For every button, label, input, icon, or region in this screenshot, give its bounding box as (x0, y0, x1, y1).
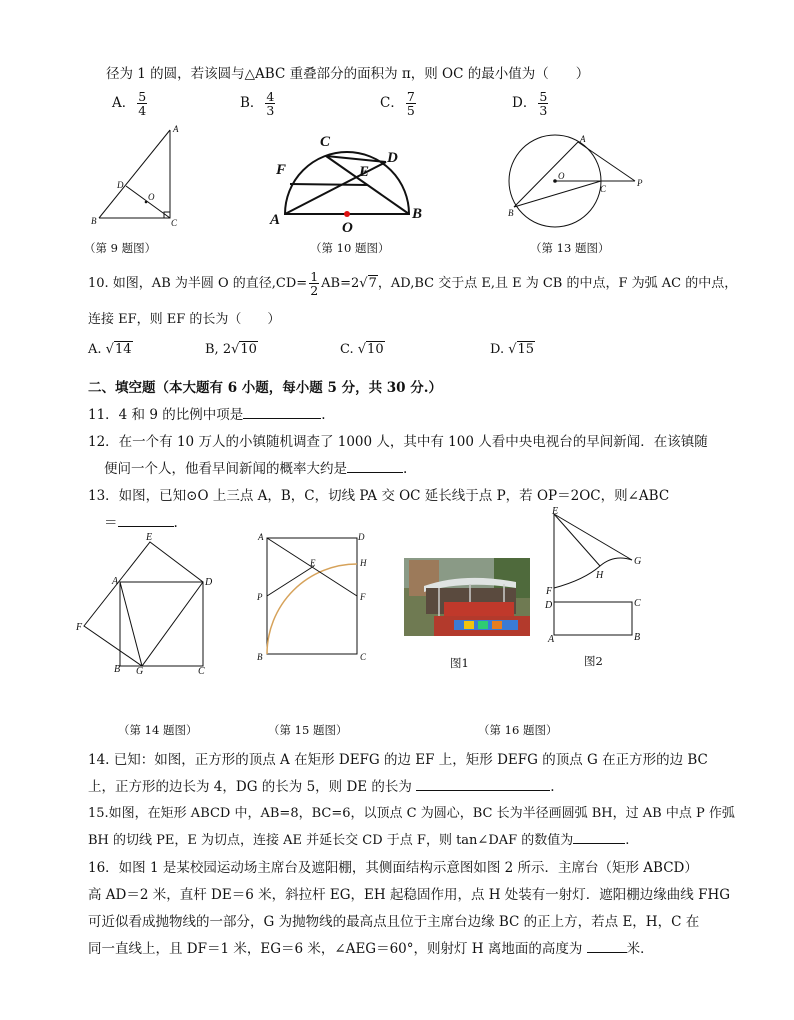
q13-answer-blank[interactable] (118, 526, 174, 527)
figure-13 (500, 128, 660, 228)
fig9-label-o: O (148, 192, 155, 202)
fig10-label-b: B (412, 206, 423, 222)
fig16-photo-caption: 图1 (450, 656, 469, 670)
fig15-label-h: H (360, 558, 367, 568)
fig13-label-c: C (600, 184, 607, 194)
sqrt-sign-icon: √ (231, 342, 240, 357)
fig10-label-e: E (359, 164, 370, 180)
q9-option-a[interactable]: A． $\frac{5}{4}$ (112, 89, 147, 119)
fig9-caption: （第 9 题图） (84, 241, 157, 255)
q10-fraction: $\frac{1}{2}$ (310, 269, 319, 299)
q12-line2: 便问一个人，他看早间新闻的概率大约是 . (104, 461, 408, 477)
fig16-caption: （第 16 题图） (478, 723, 558, 737)
q15-answer-blank[interactable] (573, 843, 625, 844)
fig14-label-c: C (198, 666, 205, 677)
fig15-label-e: E (310, 558, 316, 568)
fig9-label-c: C (171, 218, 178, 228)
figure-16-diagram (540, 502, 650, 647)
fig15-caption: （第 15 题图） (268, 723, 348, 737)
figure-15 (250, 530, 380, 665)
q12-answer-blank[interactable] (347, 472, 403, 473)
fig13-label-b: B (508, 208, 514, 218)
fig16-label-d: D (545, 600, 553, 611)
fig16-label-c: C (634, 598, 641, 609)
fig15-label-f: F (360, 592, 366, 602)
q16-line4: 同一直线上，且 DF＝1 米，EG＝6 米，∠AEG＝60°，则射灯 H 离地面的高度为 米． (88, 941, 654, 957)
fig16-label-g: G (634, 556, 642, 567)
fig14-label-a: A (112, 576, 119, 587)
fig10-label-c: C (320, 134, 331, 150)
figure-14 (74, 530, 234, 680)
q16-answer-blank[interactable] (587, 952, 627, 953)
q16-line1: 16．如图 1 是某校园运动场主席台及遮阳棚，其侧面结构示意图如图 2 所示．主席台（矩形 ABCD） (88, 860, 698, 876)
fig15-label-a: A (258, 532, 264, 542)
fig14-label-b: B (114, 664, 121, 675)
fig16-label-h: H (596, 570, 604, 581)
fig9-label-d: D (117, 180, 124, 190)
q15-line2: BH 的切线 PE，E 为切点，连接 AE 并延长交 CD 于点 F，则 tan∠DAF 的数值为 . (88, 833, 630, 848)
q9-option-d[interactable]: D． $\frac{5}{3}$ (512, 89, 548, 119)
q10-option-d[interactable]: D. √15 (490, 342, 535, 357)
fig10-label-o: O (342, 220, 353, 232)
fig16-label-b: B (634, 632, 641, 643)
fig10-label-a: A (270, 212, 281, 228)
section-2-title: 二、填空题（本大题有 6 小题，每小题 5 分，共 30 分.） (88, 380, 442, 396)
q12-line1: 12．在一个有 10 万人的小镇随机调查了 1000 人，其中有 100 人看中央电视台的早间新闻．在该镇随 (88, 434, 708, 450)
q16-line2: 高 AD＝2 米，直杆 DE＝6 米，斜拉杆 EG，EH 起稳固作用，点 H 处装有一射灯．遮阳棚边缘曲线 FHG (88, 887, 731, 903)
fig9-label-a: A (173, 124, 179, 134)
fig15-label-c: C (360, 652, 367, 662)
q9-option-c[interactable]: C． $\frac{7}{5}$ (380, 89, 415, 119)
fig14-label-d: D (205, 577, 213, 588)
fig13-label-o: O (558, 171, 565, 181)
fig14-caption: （第 14 题图） (118, 723, 198, 737)
q16-line3: 可近似看成抛物线的一部分，G 为抛物线的最高点且位于主席台边缘 BC 的正上方，若点 E，H，C 在 (88, 914, 700, 930)
q10-option-c[interactable]: C. √10 (340, 342, 384, 357)
fig15-label-b: B (257, 652, 263, 662)
fig13-label-p: P (637, 178, 643, 188)
fig14-label-f: F (76, 622, 83, 633)
sqrt-sign-icon: √ (508, 342, 517, 357)
fig16-label-e: E (552, 506, 559, 517)
fig16-photo (404, 558, 530, 636)
sqrt-sign-icon: √ (105, 342, 114, 357)
figure-9 (85, 122, 185, 230)
q10-option-b[interactable]: B, 2√10 (205, 342, 257, 357)
q11-answer-blank[interactable] (243, 418, 321, 419)
q9-option-d-fraction: $\frac{5}{3}$ (539, 89, 548, 119)
fig10-label-f: F (276, 162, 287, 178)
q9-text: 径为 1 的圆，若该圆与△ABC 重叠部分的面积为 π，则 OC 的最小值为（ ） (106, 66, 590, 82)
q13-line1: 13．如图，已知⊙O 上三点 A，B，C，切线 PA 交 OC 延长线于点 P，若 OP＝2OC，则∠ABC (88, 488, 670, 504)
q14-line2: 上，正方形的边长为 4，DG 的长为 5，则 DE 的长为 . (88, 779, 555, 795)
fig15-label-p: P (257, 592, 263, 602)
fig10-caption: （第 10 题图） (310, 241, 390, 255)
q10-text: 10. 如图，AB 为半圆 O 的直径,CD= $\frac{1}{2}$ AB=2√7，AD,BC 交于点 E,且 E 为 CB 的中点，F 为弧 AC 的中点， (88, 269, 738, 299)
sqrt-sign-icon: √ (357, 342, 367, 357)
fig15-label-d: D (358, 532, 365, 542)
q9-option-a-fraction: $\frac{5}{4}$ (138, 89, 147, 119)
fig16-label-a: A (548, 634, 555, 645)
fig14-label-e: E (146, 532, 153, 543)
fig10-label-d: D (387, 150, 398, 166)
q9-option-b[interactable]: B． $\frac{4}{3}$ (240, 89, 275, 119)
fig9-label-b: B (91, 216, 97, 226)
q10-line2: 连接 EF，则 EF 的长为（ ） (88, 312, 281, 327)
fig16-label-f: F (546, 586, 553, 597)
q15-line1: 15.如图，在矩形 ABCD 中，AB=8，BC=6，以顶点 C 为圆心，BC 长为半径画圆弧 BH，过 AB 中点 P 作弧 (88, 806, 735, 821)
fig16-diagram-caption: 图2 (584, 654, 603, 668)
q13-line2: ＝ . (104, 515, 178, 531)
q10-option-a[interactable]: A. √14 (88, 342, 132, 357)
q11: 11．4 和 9 的比例中项是 . (88, 407, 326, 423)
fig13-caption: （第 13 题图） (530, 241, 610, 255)
q14-line1: 14. 已知：如图，正方形的顶点 A 在矩形 DEFG 的边 EF 上，矩形 DEFG 的顶点 G 在正方形的边 BC (88, 752, 708, 768)
q9-option-b-fraction: $\frac{4}{3}$ (266, 89, 275, 119)
fig13-label-a: A (580, 134, 586, 144)
q9-option-c-fraction: $\frac{7}{5}$ (406, 89, 415, 119)
figure-10 (262, 128, 432, 232)
sqrt-sign-icon: √ (359, 276, 368, 292)
stadium-photo-image (404, 558, 530, 636)
q14-answer-blank[interactable] (416, 790, 550, 791)
fig14-label-g: G (136, 666, 144, 677)
